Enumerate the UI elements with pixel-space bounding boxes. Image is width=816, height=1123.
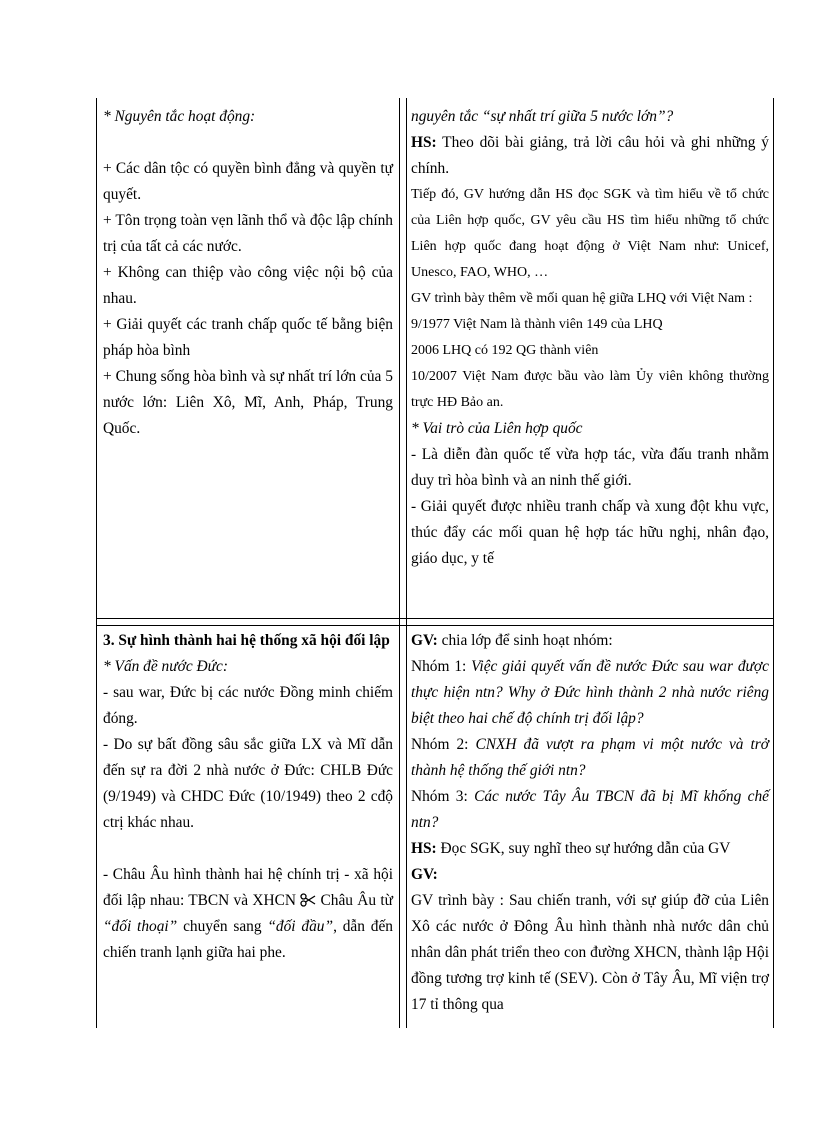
europe-text-b: Châu Âu từ xyxy=(316,892,393,909)
europe-text-f: , dẫn đến chiến tranh lạnh giữa hai phe. xyxy=(103,918,393,961)
principle-item: + Các dân tộc có quyền bình đẳng và quyền tự quyết. xyxy=(103,160,393,203)
principle-item: + Không can thiệp vào công việc nội bộ của nhau. xyxy=(103,264,393,307)
germany-item: - sau war, Đức bị các nước Đồng minh chiếm đóng. xyxy=(103,684,393,727)
question-line: nguyên tắc “sự nhất trí giữa 5 nước lớn”? xyxy=(411,108,674,125)
scissors-icon xyxy=(300,893,316,907)
hs-label: HS: xyxy=(411,134,437,151)
fact-2006: 2006 LHQ có 192 QG thành viên xyxy=(411,343,599,358)
fact-1977: 9/1977 Việt Nam là thành viên 149 của LHQ xyxy=(411,317,663,332)
europe-text-c: “đối thoại” xyxy=(103,918,178,935)
left-bottom-cell xyxy=(103,628,393,966)
europe-item xyxy=(103,862,393,966)
group-label: Nhóm 3: xyxy=(411,788,475,805)
left-top-cell xyxy=(103,104,393,442)
principles-heading: * Nguyên tắc hoạt động: xyxy=(103,108,256,125)
gv-label: GV: xyxy=(411,632,438,649)
column-divider xyxy=(399,98,407,1028)
gv-instruction xyxy=(411,628,769,654)
hs-label: HS: xyxy=(411,840,437,857)
hs-text: Theo dõi bài giảng, trả lời câu hỏi và ghi những ý chính. xyxy=(411,134,769,177)
europe-text-d: chuyển sang xyxy=(177,918,268,935)
right-top-cell xyxy=(411,104,769,572)
principle-item: + Giải quyết các tranh chấp quốc tế bằng biện pháp hòa bình xyxy=(103,316,393,359)
group-label: Nhóm 1: xyxy=(411,658,472,675)
hs-activity xyxy=(411,836,769,862)
group-3 xyxy=(411,784,769,836)
principle-item: + Chung sống hòa bình và sự nhất trí lớn của 5 nước lớn: Liên Xô, Mĩ, Anh, Pháp, Trung Quốc. xyxy=(103,368,393,437)
hs-text: Đọc SGK, suy nghĩ theo sự hướng dẫn của GV xyxy=(436,840,731,857)
lesson-table xyxy=(96,98,774,1028)
role-heading: * Vai trò của Liên hợp quốc xyxy=(411,420,583,437)
group-label: Nhóm 2: xyxy=(411,736,476,753)
germany-heading: * Vấn đề nước Đức: xyxy=(103,658,229,675)
group-1 xyxy=(411,654,769,732)
role-item: - Giải quyết được nhiều tranh chấp và xung đột khu vực, thúc đẩy các mối quan hệ hợp tác hữu nghị, nhân đạo, giáo dục, y tế xyxy=(411,498,769,567)
europe-text-a: - Châu Âu hình thành hai hệ chính trị - xã hội đối lập nhau: TBCN và XHCN xyxy=(103,866,393,909)
fact-2007: 10/2007 Việt Nam được bầu vào làm Ủy viên không thường trực HĐ Bảo an. xyxy=(411,369,769,410)
group-question: Các nước Tây Âu TBCN đã bị Mĩ khống chế ntn? xyxy=(411,788,769,831)
europe-text-e: “đối đầu” xyxy=(267,918,334,935)
gv-relation: GV trình bày thêm về mối quan hệ giữa LHQ với Việt Nam : xyxy=(411,291,753,306)
gv-guidance: Tiếp đó, GV hướng dẫn HS đọc SGK và tìm hiểu về tổ chức của Liên hợp quốc, GV yêu cầu HS tìm hiểu những tổ chức Liên hợp quốc đang hoạt động ở Việt Nam như: Unicef, Unesco, FAO, WHO, … xyxy=(411,187,769,280)
germany-item: - Do sự bất đồng sâu sắc giữa LX và Mĩ dẫn đến sự ra đời 2 nhà nước ở Đức: CHLB Đức (9/1949) và CHDC Đức (10/1949) theo 2 cđộ ctrị khác nhau. xyxy=(103,736,393,831)
hs-activity xyxy=(411,130,769,182)
gv-label: GV: xyxy=(411,866,438,883)
gv-text: chia lớp để sinh hoạt nhóm: xyxy=(437,632,613,649)
gv-presentation: GV trình bày : Sau chiến tranh, với sự giúp đỡ của Liên Xô các nước ở Đông Âu hình thành nhà nước dân chủ nhân dân phát triển theo con đường XHCN, thành lập Hội đồng tương trợ kinh tế (SEV). Còn ở Tây Âu, Mĩ viện trợ 17 tỉ thông qua xyxy=(411,892,769,1013)
row-divider xyxy=(97,618,773,626)
right-bottom-cell xyxy=(411,628,769,1018)
group-2 xyxy=(411,732,769,784)
principle-item: + Tôn trọng toàn vẹn lãnh thổ và độc lập chính trị của tất cả các nước. xyxy=(103,212,393,255)
role-item: - Là diễn đàn quốc tế vừa hợp tác, vừa đấu tranh nhằm duy trì hòa bình và an ninh thế giới. xyxy=(411,446,769,489)
section-title: 3. Sự hình thành hai hệ thống xã hội đối lập xyxy=(103,632,390,649)
group-question: CNXH đã vượt ra phạm vi một nước và trở thành hệ thống thế giới ntn? xyxy=(411,736,769,779)
group-question: Việc giải quyết vấn đề nước Đức sau war được thực hiện ntn? Why ở Đức hình thành 2 nhà nước riêng biệt theo hai chế độ chính trị đối lập? xyxy=(411,658,769,727)
